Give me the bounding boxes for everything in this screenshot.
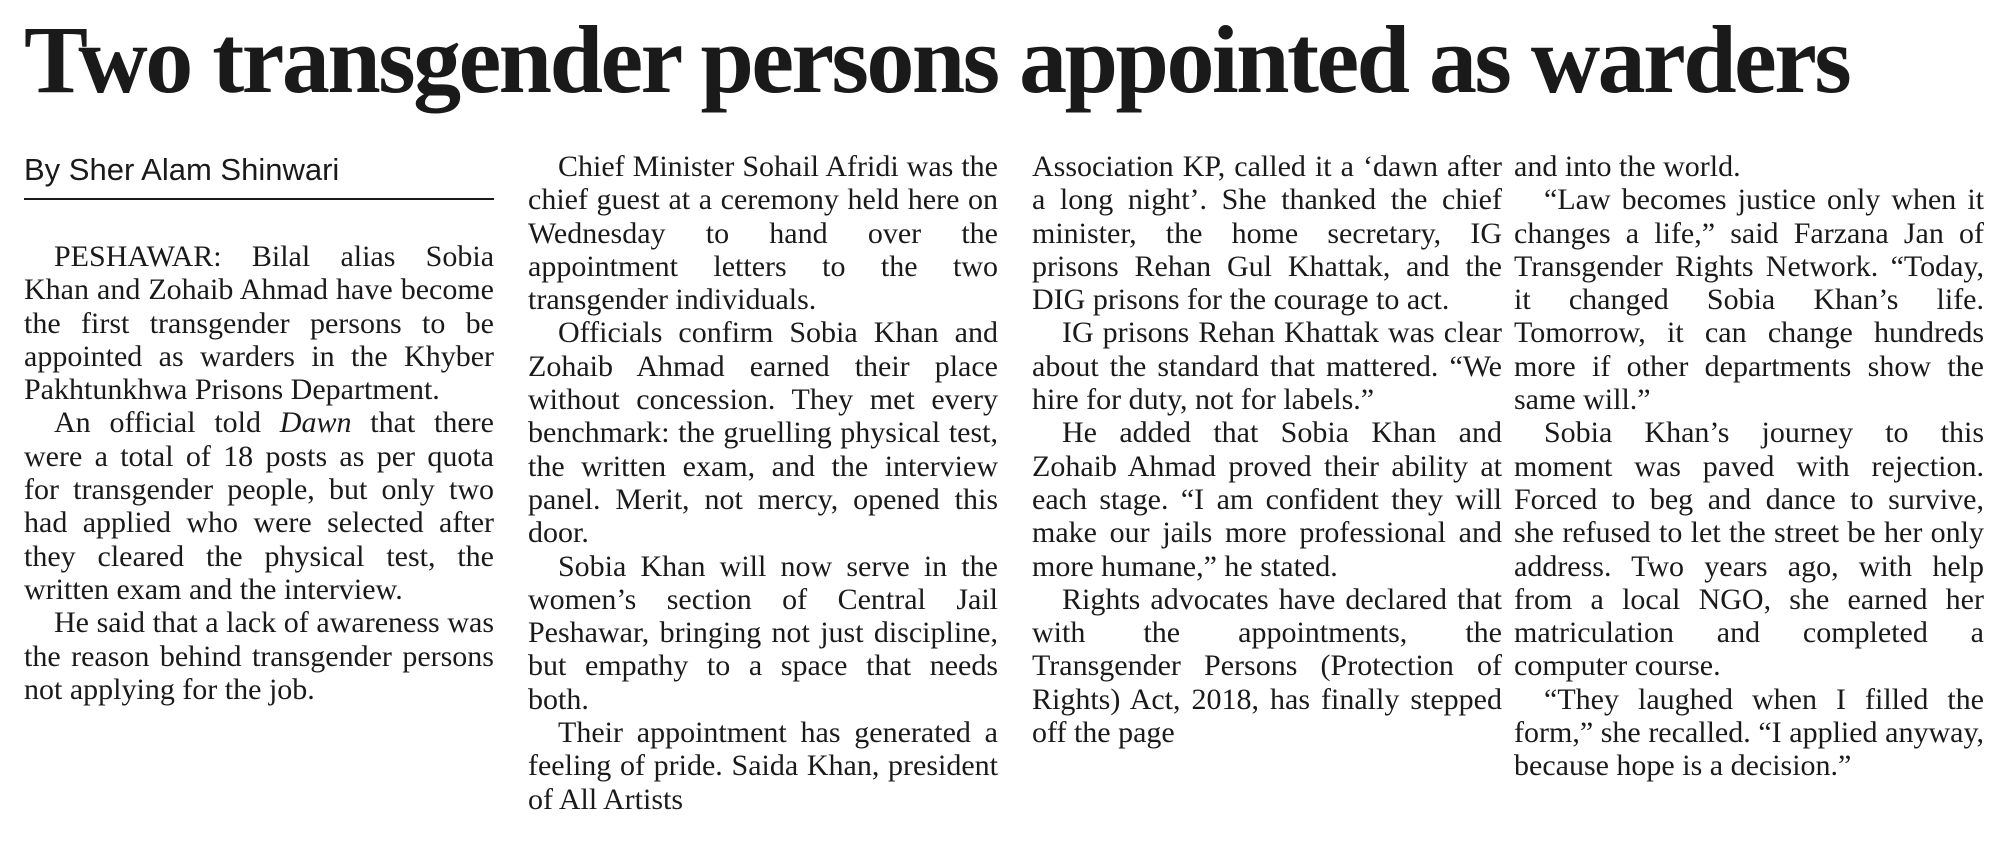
dateline: PESHAWAR: — [54, 240, 222, 273]
paragraph-5: Officials confirm Sobia Khan and Zohaib Ahmad earned their place without concession. They met every benchmark: the gruelling physical test, the written exam, and the interview panel. Merit, not mercy, opened this door. — [528, 316, 998, 550]
newspaper-name: Dawn — [279, 406, 352, 440]
column-2 — [528, 150, 998, 816]
paragraph-10-continued: and into the world. — [1514, 150, 1741, 183]
column-1 — [24, 150, 494, 706]
paragraph-11: “Law becomes justice only when it changes a life,” said Farzana Jan of Transgender Rights Network. “Today, it changed Sobia Khan’s life. Tomorrow, it can change hundreds more if other departments show the same will.” — [1514, 183, 1984, 417]
column-4 — [1514, 150, 1984, 783]
paragraph-2 — [24, 406, 494, 606]
byline: By Sher Alam Shinwari — [24, 150, 494, 200]
headline: Two transgender persons appointed as warders — [24, 6, 1850, 113]
paragraph-2-text-b: that there were a total of 18 posts as per quota for transgender people, but only two had applied who were selected after they cleared the physical test, the written exam and the interview. — [24, 406, 494, 606]
paragraph-7-continued: Association KP, called it a ‘dawn after a long night’. She thanked the chief minister, the home secretary, IG prisons Rehan Gul Khattak, and the DIG prisons for the courage to act. — [1032, 150, 1502, 317]
paragraph-12: Sobia Khan’s journey to this moment was paved with rejection. Forced to beg and dance to survive, she refused to let the street be her only address. Two years ago, with help from a local NGO, she earned her matriculation and completed a computer course. — [1514, 416, 1984, 683]
paragraph-2-text-a: An official told — [54, 406, 280, 440]
paragraph-3: He said that a lack of awareness was the reason behind transgender persons not applying for the job. — [24, 606, 494, 706]
paragraph-9: He added that Sobia Khan and Zohaib Ahmad proved their ability at each stage. “I am confident they will make our jails more professional and more humane,” he stated. — [1032, 416, 1502, 583]
paragraph-4: Chief Minister Sohail Afridi was the chief guest at a ceremony held here on Wednesday to hand over the appointment letters to the two transgender individuals. — [528, 150, 998, 317]
paragraph-1-text: Bilal alias Sobia Khan and Zohaib Ahmad have become the first transgender persons to be appointed as warders in the Khyber Pakhtunkhwa Prisons Department. — [24, 240, 495, 407]
column-3 — [1032, 150, 1502, 749]
paragraph-7-start: Their appointment has generated a feeling of pride. Saida Khan, president of All Artists — [528, 716, 998, 816]
paragraph-13: “They laughed when I filled the form,” she recalled. “I applied anyway, because hope is a decision.” — [1514, 682, 1984, 783]
paragraph-10-start: Rights advocates have declared that with the appointments, the Transgender Persons (Protection of Rights) Act, 2018, has finally stepped off the page — [1032, 582, 1502, 750]
paragraph-6: Sobia Khan will now serve in the women’s section of Central Jail Peshawar, bringing not just discipline, but empathy to a space that needs both. — [528, 549, 998, 716]
paragraph-8: IG prisons Rehan Khattak was clear about the standard that mattered. “We hire for duty, not for labels.” — [1032, 316, 1502, 417]
paragraph-1 — [24, 240, 494, 406]
